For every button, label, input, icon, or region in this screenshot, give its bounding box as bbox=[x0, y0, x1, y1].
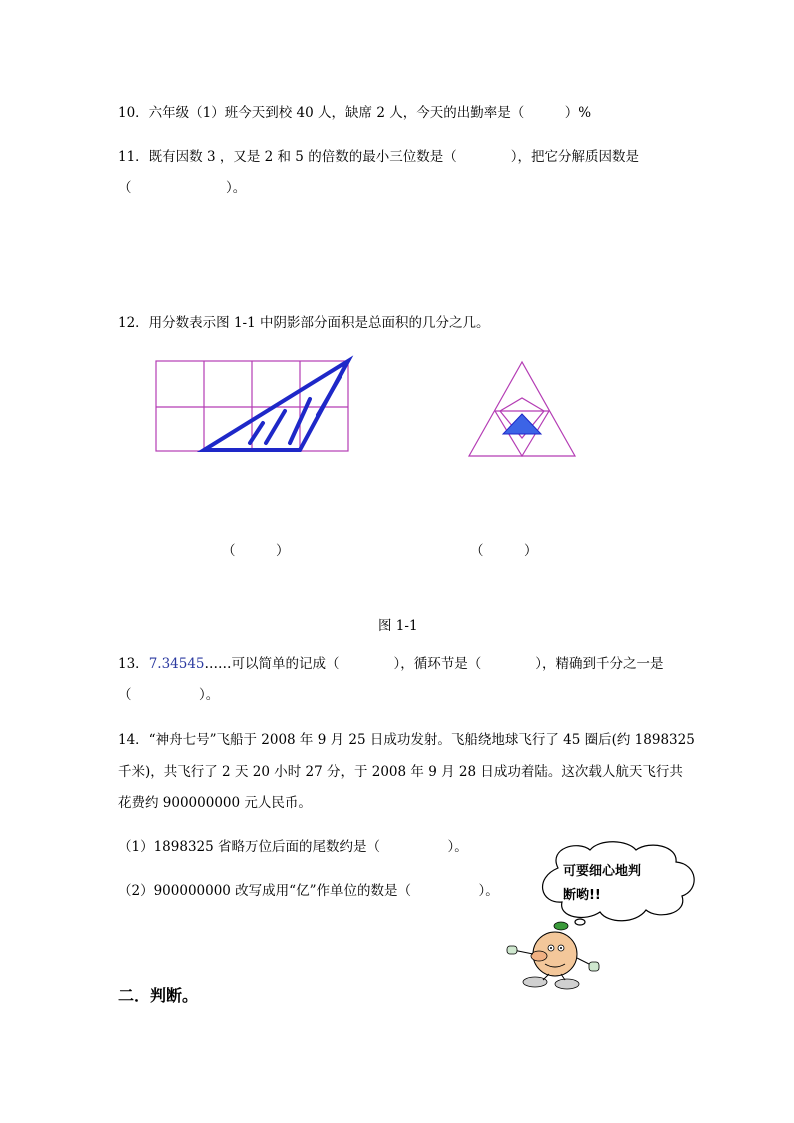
question-14-line3: 花费约 900000000 元人民币。 bbox=[118, 795, 312, 811]
question-14-line2: 千米)，共飞行了 2 天 20 小时 27 分，于 2008 年 9 月 28 日成功着陆。这次载人航天飞行共 bbox=[118, 764, 683, 780]
bubble-line2: 断哟!! bbox=[563, 888, 601, 903]
question-11-line1: 11．既有因数 3 ，又是 2 和 5 的倍数的最小三位数是（ ），把它分解质因数是 bbox=[118, 149, 639, 165]
question-14-sub1: （1）1898325 省略万位后面的尾数约是（ ）。 bbox=[118, 839, 468, 855]
shaded-triangle bbox=[503, 414, 541, 434]
repeating-decimal: 7.34545 bbox=[148, 656, 205, 672]
answer-left: （ ） bbox=[222, 543, 290, 559]
cartoon-character bbox=[505, 918, 605, 990]
figure-caption: 图 1-1 bbox=[378, 618, 418, 634]
section-2-title: 二．判断。 bbox=[118, 986, 199, 1005]
question-14-line1: 14．“神舟七号”飞船于 2008 年 9 月 25 日成功发射。飞船绕地球飞行了 45 圈后(约 1898325 bbox=[118, 732, 695, 748]
question-13-rest: ……可以简单的记成（ ），循环节是（ ），精确到千分之一是 bbox=[204, 656, 664, 672]
question-10: 10．六年级（1）班今天到校 40 人，缺席 2 人，今天的出勤率是（ ）% bbox=[118, 105, 592, 121]
shaded-trapezoid bbox=[204, 361, 348, 450]
question-14-sub2: （2）900000000 改写成用“亿”作单位的数是（ ）。 bbox=[118, 883, 499, 899]
question-13-line2: （ ）。 bbox=[118, 687, 220, 703]
question-11-line2: （ ）。 bbox=[118, 180, 247, 196]
question-12: 12．用分数表示图 1-1 中阴影部分面积是总面积的几分之几。 bbox=[118, 315, 490, 331]
bubble-line1: 可要细心地判 bbox=[563, 864, 642, 879]
triangle-figure bbox=[465, 358, 583, 462]
question-13-line1 bbox=[118, 655, 664, 673]
question-13-number: 13． bbox=[118, 656, 149, 672]
triangle-outline bbox=[469, 362, 575, 456]
answer-right: （ ） bbox=[470, 543, 538, 559]
grid-figure bbox=[150, 355, 355, 455]
